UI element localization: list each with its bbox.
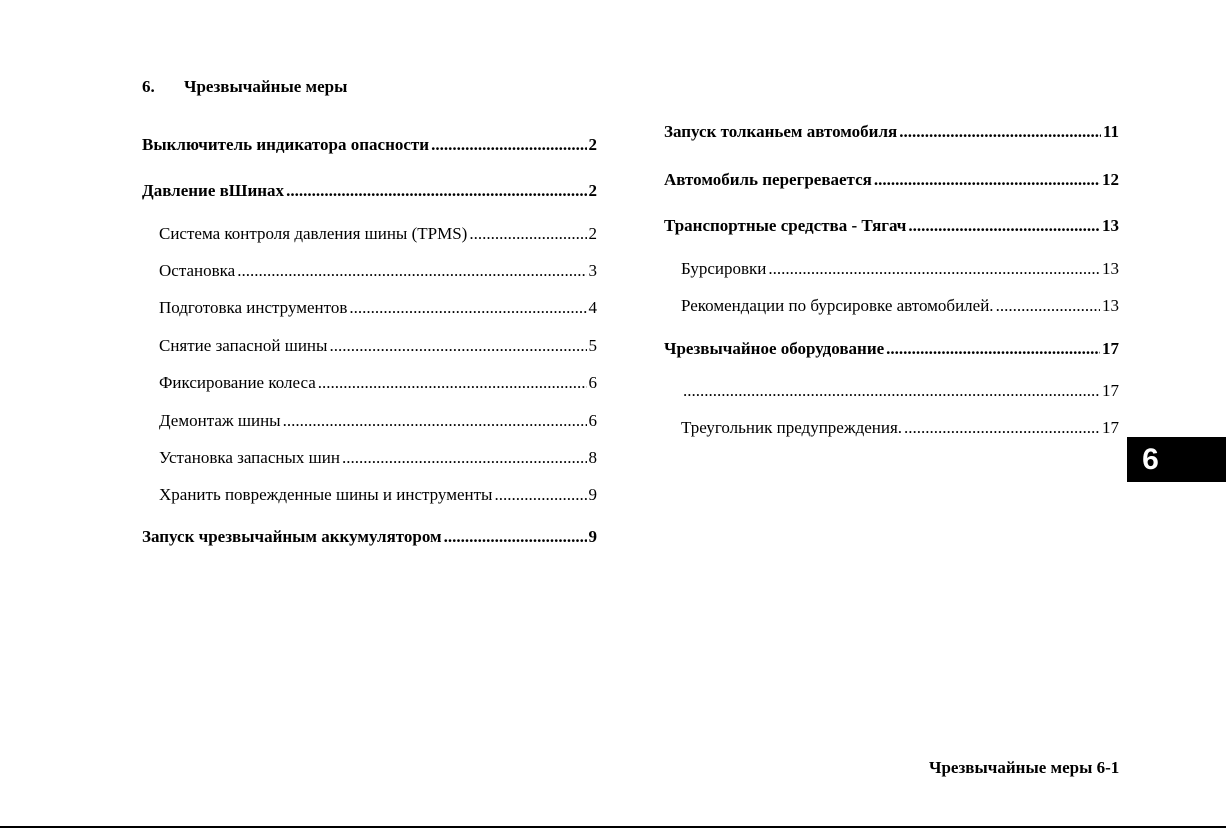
toc-entry-towing[interactable] bbox=[664, 215, 1119, 237]
dot-leader bbox=[886, 338, 1100, 360]
dot-leader bbox=[444, 526, 587, 548]
toc-entry-page: 2 bbox=[588, 181, 597, 200]
dot-leader bbox=[996, 295, 1100, 317]
dot-leader bbox=[494, 484, 586, 506]
toc-entry-title: Демонтаж шины bbox=[159, 411, 281, 430]
chapter-number: 6. bbox=[142, 77, 155, 96]
toc-entry-spare-removal[interactable] bbox=[159, 335, 597, 357]
dot-leader bbox=[342, 447, 587, 469]
dot-leader bbox=[283, 410, 587, 432]
toc-entry-spare-install[interactable] bbox=[159, 447, 597, 469]
toc-entry-page: 17 bbox=[1102, 381, 1119, 400]
dot-leader bbox=[874, 169, 1100, 191]
toc-entry-page: 17 bbox=[1102, 418, 1119, 437]
toc-entry-title: Треугольник предупреждения. bbox=[681, 418, 903, 437]
toc-entry-overheating[interactable] bbox=[664, 169, 1119, 191]
dot-leader bbox=[899, 121, 1101, 143]
dot-leader bbox=[904, 417, 1100, 439]
chapter-heading bbox=[142, 76, 347, 98]
toc-entry-page: 12 bbox=[1102, 170, 1119, 189]
toc-entry-title: Остановка bbox=[159, 261, 236, 280]
dot-leader bbox=[286, 180, 586, 202]
toc-entry-tire-pressure[interactable] bbox=[142, 180, 597, 202]
bottom-rule bbox=[0, 826, 1226, 828]
toc-entry-page: 13 bbox=[1102, 259, 1119, 278]
toc-entry-page: 6 bbox=[588, 373, 597, 392]
toc-entry-page: 13 bbox=[1102, 216, 1119, 235]
toc-entry-title: Выключитель индикатора опасности bbox=[142, 135, 430, 154]
toc-entry-title: Чрезвычайное оборудование bbox=[664, 339, 885, 358]
dot-leader bbox=[768, 258, 1100, 280]
toc-entry-title: Рекомендации по бурсировке автомобилей. bbox=[681, 296, 994, 315]
toc-entry-page: 9 bbox=[588, 527, 597, 546]
toc-entry-page: 2 bbox=[588, 135, 597, 154]
toc-entry-page: 13 bbox=[1102, 296, 1119, 315]
toc-entry-store-damaged[interactable] bbox=[159, 484, 597, 506]
dot-leader bbox=[431, 134, 586, 156]
toc-entry-page: 8 bbox=[588, 448, 597, 467]
toc-entry-emergency-equipment[interactable] bbox=[664, 338, 1119, 360]
toc-entry-title: Давление вШинах bbox=[142, 181, 285, 200]
toc-entry-hazard-switch[interactable] bbox=[142, 134, 597, 156]
toc-entry-title: Запуск толканьем автомобиля bbox=[664, 122, 898, 141]
dot-leader bbox=[908, 215, 1100, 237]
toc-entry-title: Запуск чрезвычайным аккумулятором bbox=[142, 527, 442, 546]
toc-entry-page: 5 bbox=[588, 336, 597, 355]
dot-leader bbox=[683, 380, 1100, 402]
page-footer: Чрезвычайные меры 6-1 bbox=[929, 758, 1120, 777]
toc-entry-untitled[interactable] bbox=[681, 380, 1119, 402]
toc-entry-page: 17 bbox=[1102, 339, 1119, 358]
toc-entry-title: Транспортные средства - Тягач bbox=[664, 216, 907, 235]
toc-entry-title: Снятие запасной шины bbox=[159, 336, 328, 355]
dot-leader bbox=[329, 335, 586, 357]
dot-leader bbox=[318, 372, 587, 394]
toc-entry-title: Автомобиль перегревается bbox=[664, 170, 872, 189]
toc-entry-page: 11 bbox=[1102, 122, 1119, 141]
toc-entry-title: Бурсировки bbox=[681, 259, 767, 278]
chapter-title: Чрезвычайные меры bbox=[184, 77, 348, 96]
toc-entry-jump-start[interactable] bbox=[142, 526, 597, 548]
toc-entry-page: 6 bbox=[588, 411, 597, 430]
toc-entry-title: Система контроля давления шины (TPMS) bbox=[159, 224, 468, 243]
toc-entry-push-start[interactable] bbox=[664, 121, 1119, 143]
toc-entry-title: Подготовка инструментов bbox=[159, 298, 348, 317]
dot-leader bbox=[469, 223, 586, 245]
toc-entry-title: Фиксирование колеса bbox=[159, 373, 316, 392]
toc-entry-page: 2 bbox=[588, 224, 597, 243]
toc-entry-page: 3 bbox=[588, 261, 597, 280]
toc-entry-tools[interactable] bbox=[159, 297, 597, 319]
dot-leader bbox=[349, 297, 586, 319]
toc-entry-towing-sub[interactable] bbox=[681, 258, 1119, 280]
toc-entry-tpms[interactable] bbox=[159, 223, 597, 245]
toc-entry-page: 4 bbox=[588, 298, 597, 317]
toc-entry-title: Хранить поврежденные шины и инструменты bbox=[159, 485, 493, 504]
chapter-tab bbox=[1127, 437, 1226, 482]
toc-entry-stopping[interactable] bbox=[159, 260, 597, 282]
toc-entry-tire-removal[interactable] bbox=[159, 410, 597, 432]
toc-entry-title: Установка запасных шин bbox=[159, 448, 340, 467]
toc-entry-towing-tips[interactable] bbox=[681, 295, 1119, 317]
toc-entry-warning-triangle[interactable] bbox=[681, 417, 1119, 439]
dot-leader bbox=[237, 260, 586, 282]
chapter-tab-label: 6 bbox=[1142, 442, 1159, 476]
toc-entry-wheel-fix[interactable] bbox=[159, 372, 597, 394]
toc-entry-page: 9 bbox=[588, 485, 597, 504]
